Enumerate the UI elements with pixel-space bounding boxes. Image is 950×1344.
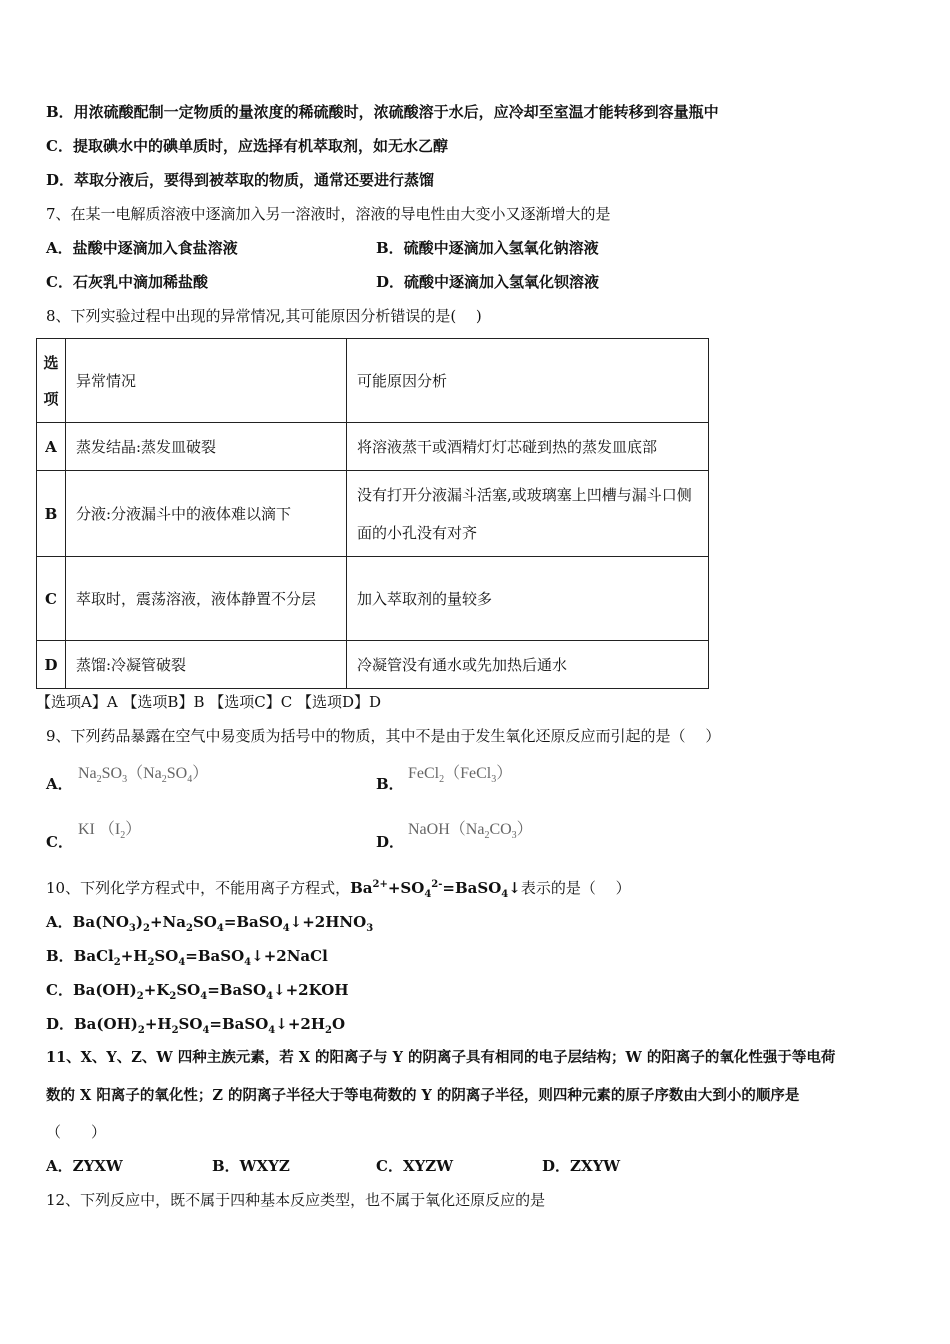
q8-choices: 【选项A】A 【选项B】B 【选项C】C 【选项D】D [36,693,382,711]
q11-option-a: A．ZYXW [46,1157,123,1175]
q10-option-a: A．$Ba(NO_3)_2+Na_2SO_4=BaSO_4↓+2HNO_3$ [46,913,374,934]
q6-option-b: B．用浓硫酸配制一定物质的量浓度的稀硫酸时，浓硫酸溶于水后，应冷却至室温才能转移到容量瓶中 [46,103,719,121]
q9-option-c-label: C． [46,833,73,851]
row-a-reason: 将溶液蒸干或酒精灯灯芯碰到热的蒸发皿底部 [347,423,709,471]
q7-option-b: B．硫酸中逐滴加入氢氧化钠溶液 [376,239,599,257]
q9-option-d-formula: $NaOH(Na_2CO_3)$ [408,821,533,842]
row-a-option: A [37,423,66,471]
header-reason: 可能原因分析 [347,339,709,423]
q7-option-c: C．石灰乳中滴加稀盐酸 [46,273,208,291]
header-option: 选项 [37,339,66,423]
q11-option-b: B．WXYZ [212,1157,290,1175]
row-b-reason: 没有打开分液漏斗活塞,或玻璃塞上凹槽与漏斗口侧面的小孔没有对齐 [347,471,709,557]
q9-option-b-label: B． [376,775,404,793]
q7-option-a: A．盐酸中逐滴加入食盐溶液 [46,239,238,257]
q11-option-d: D．ZXYW [542,1157,621,1175]
row-c-option: C [37,557,66,641]
q10-option-d: D．$Ba(OH)_2+H_2SO_4=BaSO_4↓+2H_2O$ [46,1015,346,1036]
q8-table [36,338,709,689]
row-c-reason: 加入萃取剂的量较多 [347,557,709,641]
table-header-row [37,339,709,423]
row-d-situation: 蒸馏:冷凝管破裂 [66,641,347,689]
q10-option-b: B．$BaCl_2+H_2SO_4=BaSO_4↓+2NaCl$ [46,947,328,968]
q9-stem: 9、下列药品暴露在空气中易变质为括号中的物质，其中不是由于发生氧化还原反应而引起的是（ ） [46,727,721,745]
q11-stem-line2: 数的 X 阳离子的氧化性；Z 的阴离子半径大于等电荷数的 Y 的阴离子半径，则四种元素的原子序数由大到小的顺序是 [46,1087,800,1104]
table-row [37,471,709,557]
q9-option-c-formula: KI $(I_2)$ [78,821,142,842]
q11-option-c: C．XYZW [376,1157,454,1175]
row-d-reason: 冷凝管没有通水或先加热后通水 [347,641,709,689]
table-row [37,557,709,641]
q10-stem: 10、下列化学方程式中，不能用离子方程式，$Ba^{2+}+SO_4^{2-}=BaSO_4↓$表示的是（ ） [46,879,631,900]
q7-option-d: D．硫酸中逐滴加入氢氧化钡溶液 [376,273,600,291]
row-b-option: B [37,471,66,557]
q9-option-d-label: D． [376,833,405,851]
q11-stem-line1: 11、X、Y、Z、W 四种主族元素，若 X 的阳离子与 Y 的阴离子具有相同的电子层结构；W 的阳离子的氧化性强于等电荷 [46,1049,836,1066]
q11-stem-line3: （ ） [46,1123,107,1141]
header-situation: 异常情况 [66,339,347,423]
q9-option-b-formula: FeCl$_2$（FeCl$_3$） [408,765,513,786]
q9-option-a-label: A． [46,775,73,793]
q10-option-c: C．$Ba(OH)_2+K_2SO_4=BaSO_4↓+2KOH$ [46,981,349,1002]
table-row [37,641,709,689]
row-d-option: D [37,641,66,689]
q9-option-a-formula: $Na_2SO_3(Na_2SO_4)$ [78,765,209,786]
row-b-situation: 分液:分液漏斗中的液体难以滴下 [66,471,347,557]
q8-stem: 8、下列实验过程中出现的异常情况,其可能原因分析错误的是( ) [46,307,482,325]
q6-option-c: C．提取碘水中的碘单质时，应选择有机萃取剂，如无水乙醇 [46,137,448,155]
q12-stem: 12、下列反应中，既不属于四种基本反应类型，也不属于氧化还原反应的是 [46,1191,546,1209]
q7-stem: 7、在某一电解质溶液中逐滴加入另一溶液时，溶液的导电性由大变小又逐渐增大的是 [46,205,611,223]
table-row [37,423,709,471]
row-a-situation: 蒸发结晶:蒸发皿破裂 [66,423,347,471]
row-c-situation: 萃取时，震荡溶液，液体静置不分层 [66,557,347,641]
q6-option-d: D．萃取分液后，要得到被萃取的物质，通常还要进行蒸馏 [46,171,435,189]
